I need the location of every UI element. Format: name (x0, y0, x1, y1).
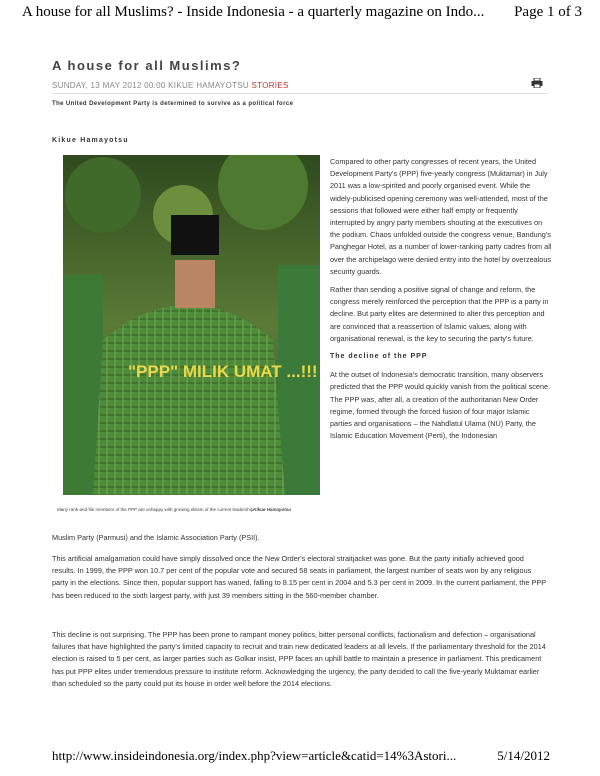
page-url: http://www.insideindonesia.org/index.php?view=article&catid=14%3Astori... (52, 748, 457, 763)
category-link[interactable]: STORIES (251, 81, 289, 90)
print-icon[interactable] (531, 78, 543, 88)
paragraph-1: Compared to other party congresses of recent years, the United Development Party's (PPP) five-yearly congress (Muktamar) in July 2011 was a low-spirited and poorly organised event. While the widely-publicised opening ceremony was well-attended, most of the sessions that followed were either half empty or frequently interrupted by angry party members shouting at the executives on the podium. Chaos unfolded outside the congress venue, Bandung's Panghegar Hotel, as a number of lower-ranking party cadres from all over the archipelago were denied entry into the hotel by overzealous security guards. (330, 157, 552, 276)
right-column (330, 156, 552, 448)
caption-credit: Kikue Hamayotsu (253, 507, 292, 512)
article-author: Kikue Hamayotsu (52, 137, 129, 144)
paragraph-3-continued: Muslim Party (Parmusi) and the Islamic Association Party (PSII). (52, 533, 260, 542)
article-subtitle: The United Development Party is determined to survive as a political force (52, 101, 294, 107)
paragraph-4: This artificial amalgamation could have simply dissolved once the New Order's electoral straitjacket was gone. But the party initially achieved good results. In 1999, the PPP won 10.7 per cent of the popular vote and secured 58 seats in parliament, the largest number of seats won by any religious party in the elections. Since then, popular support has waned, falling to 8.15 per cent in 2004 and 5.3 per cent in 2009. In the current parliament, the PPP has been reduced to the sixth largest party, with just 39 members sitting in the 560-member chamber. (52, 554, 546, 600)
browser-print-footer (52, 748, 550, 764)
divider (52, 93, 548, 94)
full-width-text (52, 532, 548, 544)
paragraph-2: Rather than sending a positive signal of change and reform, the congress merely reinforced the perception that the PPP is a party in decline. But party elites are determined to alter this perception and are convinced that a reassertion of Islamic values, along with organisational renewal, is the key to securing the party's future. (330, 285, 549, 343)
article-author-meta: KIKUE HAMAYOTSU (168, 81, 249, 90)
photo-caption (57, 506, 319, 514)
article-title: A house for all Muslims? (52, 58, 242, 73)
article-date: SUNDAY, 13 MAY 2012 00:00 (52, 81, 166, 90)
print-date: 5/14/2012 (497, 748, 550, 763)
article-meta (52, 81, 289, 90)
browser-print-header (22, 4, 582, 21)
caption-text: Many rank-and-file members of the PPP are unhappy with growing elitism of the current leadership (57, 507, 254, 512)
paragraph-3: At the outset of Indonesia's democratic transition, many observers predicted that the PPP would quickly vanish from the political scene. The PPP was, after all, a creation of the authoritarian New Order regime, formed through the forced fusion of four major Islamic parties and organisations – the Nahdlatul Ulama (NU) Party, the Islamic Education Movement (Perti), the Indonesian (330, 370, 551, 441)
article-photo (63, 155, 320, 495)
full-width-text-2 (52, 553, 548, 602)
page-number: Page 1 of 3 (514, 4, 582, 20)
section-heading: The decline of the PPP (330, 353, 428, 361)
paragraph-5: This decline is not surprising. The PPP has been prone to rampant money politics, bitter personal conflicts, factionalism and defection – organisational failures that have highlighted the party's limited capacity to recruit and train new dedicated leaders at all levels. If the parliamentary threshold for the 2014 election is raised to 5 per cent, as larger parties such as Golkar insist, PPP faces an uphill battle to maintain a presence in parliament. This predicament has put PPP elites under tremendous pressure to institute reform. Acknowledging the urgency, the party decided to call the five-yearly Muktamar earlier than scheduled so the party could put its house in order well before the 2014 elections. (52, 630, 546, 688)
jacket-slogan: "PPP" MILIK UMAT ...!!! (128, 362, 318, 381)
document-title: A house for all Muslims? - Inside Indonesia - a quarterly magazine on Indo... (22, 4, 485, 20)
full-width-text-3 (52, 629, 548, 690)
